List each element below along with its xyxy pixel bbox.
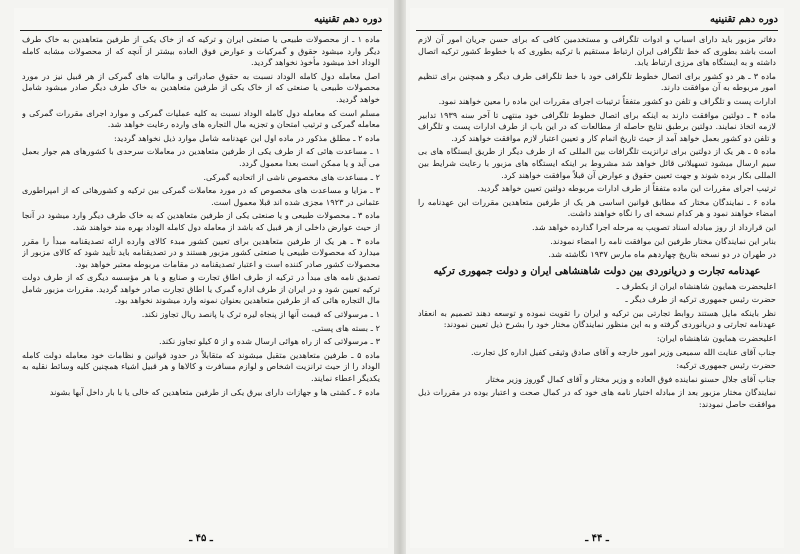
paragraph: نمایندگان مختار مزبور بعد از مبادله اختیار نامه های خود که در کمال صحت و اعتبار بوده در مقررات ذیل موافقت حاصل نمودند: [418, 387, 776, 410]
paragraph: ترتیب اجرای مقررات این ماده متفقاً از طرف ادارات مربوطه دولتین تعیین خواهد گردید. [477, 183, 776, 194]
header-rule [416, 30, 778, 31]
paragraph: اعلیحضرت همایون شاهنشاه ایران از یکطرف ـ [616, 280, 776, 291]
treaty-title: عهدنامه تجارت و دریانوردی بین دولت شاهنشاهی ایران و دولت جمهوری ترکیه [433, 265, 761, 277]
paragraph: ادارات پست و تلگراف و تلفن دو کشور متفقاً ترتیبات اجرای مقررات این ماده را معین خواهند نمود. [438, 95, 776, 106]
paragraph: ماده ۵ ـ طرفین متعاهدین متقبل میشوند که متقابلاً در حدود قوانین و نظامات خود معامله دولت کامله الوداد را از حیث ترانزیت اشخاص و لوازم مسافرت و کالاها و هر قبیل اشیاء همچنین کلیه وسائط نقلیه به یکدیگر اعطاء نمایند. [22, 349, 380, 384]
paragraph: تصدیق نامه های مبدأ در ترکیه از طرف اطاق تجارت و صنایع و یا هر مؤسسه دیگری که از طرف دولت ترکیه تعیین شود و در ایران از طرف اداره گمرک یا اطاق تجارت صادر خواهد گردید. مقررات مزبور شامل مال التجاره هائی که از طرفین متعاهدین بعنوان نمونه وارد میشوند نخواهد بود. [22, 272, 380, 306]
book-gutter [394, 0, 406, 554]
page-number: ـ ۴۴ ـ [585, 533, 609, 544]
paragraph: دفاتر مزبور باید دارای اسباب و ادوات تلگرافی و مستخدمین کافی که برای حسن جریان امور آن لازم است باشد بطوری که خط تلگرافی ایران ارتباط مستقیم با ترکیه بطوری که با خطوط کشور ترکیه اتصال داشته و به ایستگاه های مرزی ارتباط یابد. [418, 34, 776, 68]
paragraph: مسلم است که معامله دول کامله الوداد نسبت به کلیه عملیات گمرکی و موارد اجرای مقررات گمرکی و معامله گمرکی و ترتیب امتحان و تجزیه مال التجاره های وارده رعایت خواهد شد. [22, 107, 380, 130]
paragraph: جناب آقای جلال حسنو نماینده فوق العاده و وزیر مختار و آقای کمال گوروز وزیر مختار [486, 373, 776, 384]
left-page [14, 8, 388, 548]
paragraph: ۱ ـ مساعدت هائی که از طرف یکی از طرفین متعاهدین در معاملات سرحدی با کشورهای هم جوار بعمل می آید و یا ممکن است بعدا معمول گردد. [22, 146, 380, 168]
paragraph: ۳ ـ مزایا و مساعدت های مخصوص که در مورد معاملات گمرکی بین ترکیه و کشورهائی که از امپراطوری عثمانی در ۱۹۲۳ مجزی شده اند قبلا معمول است. [22, 185, 380, 207]
paragraph: ماده ۶ ـ نمایندگان مختار که مطابق قوانین اساسی هر یک از طرفین متعاهدین مقررات این عهدنامه را امضاء خواهند نمود و هر کدام نسخه ای را نگاه خواهند داشت. [418, 196, 776, 219]
paragraph: ۱ ـ مرسولاتی که قیمت آنها از پنجاه لیره ترک یا پانصد ریال تجاوز نکند. [141, 309, 380, 320]
paragraph: ۳ ـ مرسولاتی که از راه هوائی ارسال شده و از ۵ کیلو تجاوز نکند. [159, 336, 380, 347]
page-header: دوره دهم تقنینیه [314, 14, 382, 25]
paragraph: اعلیحضرت همایون شاهنشاه ایران: [656, 333, 776, 344]
paragraph: ماده ۲ ـ مطلق مذکور در ماده اول این عهدنامه شامل موارد ذیل نخواهد گردید: [114, 132, 380, 143]
paragraph: ماده ۴ ـ هر یک از طرفین متعاهدین برای تعیین کشور مبدء کالای وارده ارائه تصدیقنامه مبدأ را مقرر میدارد که محصولات طبیعی یا صنعتی کشور مزبور هستند و در تصدیقنامه باید تأیید شود که کالای مزبور از محصولات کشور صادر کننده است و اعتبار تصدیقنامه در مقامات مربوطه معتبر خواهد بود. [22, 235, 380, 269]
paragraph: ماده ۶ ـ کشتی ها و جهازات دارای بیرق یکی از طرفین متعاهدین که خالی یا با بار داخل آبها بشوند [49, 386, 380, 397]
paragraph: ماده ۴ ـ دولتین موافقت دارند به اینکه برای اتصال خطوط تلگرافی خود منتهی تا آخر سنه ۱۹۳۹ تدابیر لازمه اتخاذ نمایند. دولتین برطبق نتایج حاصله از مطالعات که در این باب از طرف ادارات پست و تلگراف و تلفن دو کشور بعمل خواهد آمد از حیث تاریخ اتمام کار و تعیین اعتبار لازم موافقت خواهند کرد. [418, 109, 776, 143]
right-page [410, 8, 784, 548]
page-body [22, 34, 380, 526]
paragraph: جناب آقای عنایت الله سمیعی وزیر امور خارجه و آقای صادق وثیقی کفیل اداره کل تجارت. [471, 346, 776, 357]
paragraph: ماده ۱ ـ از محصولات طبیعی یا صنعتی ایران و ترکیه که از خاک یکی از طرفین متعاهدین به خاک طرف دیگر وارد میشود حقوق و گمرکیات و عوارض فوق العاده بیشتر از آنچه که از محصولات مشابه کامله الوداد اخذ میشود مأخوذ نخواهد گردید. [22, 34, 380, 68]
paragraph: ماده ۳ ـ محصولات طبیعی و یا صنعتی یکی از طرفین متعاهدین که به خاک طرف دیگر وارد میشود در آنجا از حیث عوارض داخلی از هر قبیل که باشد از معامله دول کامله الوداد بهره مند خواهند شد. [22, 210, 380, 232]
paragraph: ۲ ـ مساعدت های مخصوص ناشی از اتحادیه گمرکی. [203, 171, 380, 182]
page-number: ـ ۴۵ ـ [189, 533, 213, 544]
paragraph: این قرارداد از روز مبادله اسناد تصویب به مرحله اجرا گذارده خواهد شد. [531, 221, 776, 232]
paragraph: ماده ۵ ـ هر یک از دولتین برای ترانزیت تلگرافات بین المللی که از طرف دیگر از طریق ایستگاه های بی سیم ارسال میشود تسهیلاتی قائل خواهد شد مشروط بر اینکه ایستگاه های مزبور با رعایت شرایط بین المللی بکار برده شوند و جهت تعیین حقوق و عوارض آن قبلاً موافقت خواهند کرد. [418, 146, 776, 180]
paragraph: در طهران در دو نسخه بتاریخ چهاردهم ماه مارس ۱۹۳۷ نگاشته شد. [548, 249, 776, 260]
paragraph: ۲ ـ بسته های پستی. [311, 322, 380, 333]
paragraph: حضرت رئیس جمهوری ترکیه: [676, 360, 776, 371]
page-header: دوره دهم تقنینیه [710, 14, 778, 25]
paragraph: اصل معامله دول کامله الوداد نسبت به حقوق صادراتی و مالیات های گمرکی از هر قبیل نیز در مورد محصولات طبیعی یا صنعتی که از خاک یکی از طرفین متعاهدین به خاک طرف دیگر صادر میشود شامل خواهد گردید. [22, 70, 380, 104]
paragraph: نظر باینکه مایل هستند روابط تجارتی بین ترکیه و ایران را تقویت نموده و توسعه دهند تصمیم به انعقاد عهدنامه تجارتی و دریانوردی گرفته و به این منظور نمایندگان مختار خود را بشرح ذیل تعیین نمودند: [418, 307, 776, 330]
header-rule [20, 30, 382, 31]
paragraph: حضرت رئیس جمهوری ترکیه از طرف دیگر ـ [625, 294, 776, 305]
paragraph: بنابر این نمایندگان مختار طرفین این موافقت نامه را امضاء نمودند. [550, 235, 776, 246]
paragraph: ماده ۳ ـ هر دو کشور برای اتصال خطوط تلگرافی خود با خط تلگرافی طرف دیگر و همچنین برای تنظیم امور مربوطه به آن موافقت دارند. [418, 70, 776, 93]
page-body [418, 34, 776, 526]
